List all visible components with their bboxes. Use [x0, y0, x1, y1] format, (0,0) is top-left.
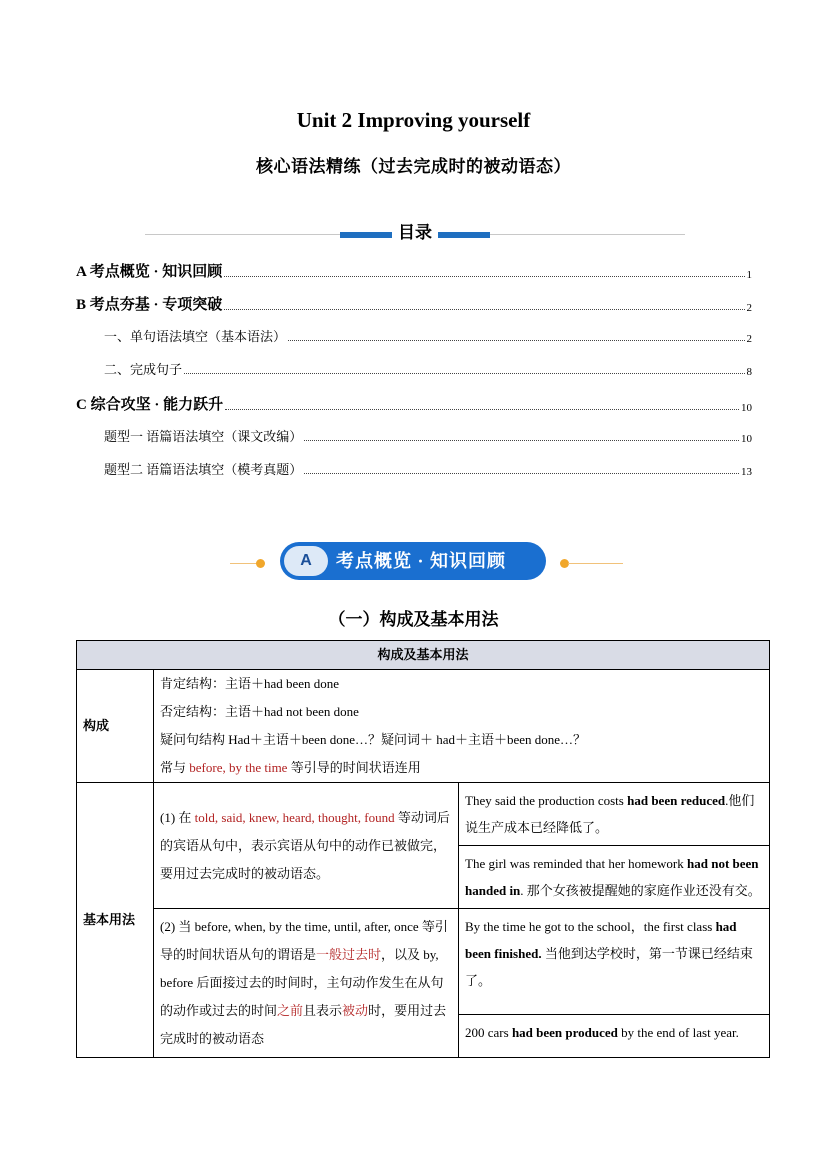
document-subtitle: 核心语法精练（过去完成时的被动语态）	[256, 157, 571, 176]
toc-leader-dots	[184, 372, 744, 374]
toc-leader-dots	[224, 308, 744, 310]
section-a-banner	[230, 540, 630, 584]
toc-heading-label: 目录	[398, 223, 432, 242]
toc-item[interactable]	[104, 459, 752, 478]
example-2	[459, 846, 770, 909]
example-4	[459, 1015, 770, 1058]
usage-label: 基本用法	[77, 783, 154, 1058]
toc-item-page: 10	[741, 402, 752, 414]
formation-usage-suffix: 等引导的时间状语连用	[287, 760, 421, 775]
rule2-part3: 且表示	[303, 1003, 343, 1018]
example-2-bold: had not been handed in	[465, 856, 759, 898]
toc-divider-left	[145, 234, 340, 235]
toc-item-page: 2	[746, 302, 752, 314]
toc-leader-dots	[225, 408, 739, 410]
rule2-highlight-2: 之前	[277, 1003, 304, 1018]
usage-rule-2	[154, 909, 459, 1058]
formation-negative: 否定结构：主语＋had not been done	[160, 704, 359, 719]
toc-leader-dots	[304, 472, 739, 474]
toc-leader-dots	[224, 275, 744, 277]
example-4-post: by the end of last year.	[617, 1025, 739, 1041]
formation-cell	[154, 670, 770, 783]
toc-leader-dots	[304, 439, 739, 441]
toc-item[interactable]	[76, 293, 752, 314]
formation-label: 构成	[77, 670, 154, 783]
toc-item-page: 2	[746, 333, 752, 345]
rule2-highlight-1: 一般过去时	[316, 947, 382, 962]
toc-item[interactable]	[104, 326, 752, 345]
example-3-bold: had been finished.	[465, 919, 737, 961]
section-title: （一）构成及基本用法	[328, 610, 499, 629]
toc-item-text: 题型一 语篇语法填空（课文改编）	[104, 429, 303, 444]
formation-affirmative: 肯定结构：主语＋had been done	[160, 676, 340, 691]
formation-usage	[160, 754, 763, 782]
banner-text: 考点概览 · 知识回顾	[336, 551, 507, 571]
grammar-table	[76, 640, 770, 1058]
toc-heading	[145, 218, 685, 248]
toc-item-text: 一、单句语法填空（基本语法）	[104, 329, 287, 344]
rule2-part4: 时，要用过去完成时的被动语态	[160, 1003, 447, 1046]
rule2-part2: ，以及 by, before 后面接过去的时间时，主句动作发生在从句的动作或过去的时间	[160, 947, 444, 1018]
toc-item[interactable]	[104, 359, 752, 378]
document-title: Unit 2 Improving yourself	[296, 108, 531, 132]
example-2-post: . 那个女孩被提醒她的家庭作业还没有交。	[520, 883, 761, 898]
banner-letter: A	[284, 546, 328, 576]
toc-item-text: 二、完成句子	[104, 362, 183, 377]
toc-item-text: 题型二 语篇语法填空（模考真题）	[104, 462, 303, 477]
rule2-part1: (2) 当 before, when, by the time, until, after, once 等引导的时间状语从句的谓语是	[160, 919, 448, 962]
toc-item-page: 8	[746, 366, 752, 378]
toc-item-page: 1	[746, 269, 752, 281]
toc-leader-dots	[288, 339, 744, 341]
table-header: 构成及基本用法	[77, 641, 770, 670]
example-1-bold: had been reduced	[627, 793, 726, 808]
rule2-highlight-3: 被动	[342, 1003, 369, 1018]
toc-item-text: B 考点夯基 · 专项突破	[76, 297, 223, 313]
rule1-prefix: (1) 在	[160, 809, 195, 825]
example-1-post: .他们说生产成本已经降低了。	[465, 793, 755, 835]
banner-line-right	[568, 563, 623, 564]
example-1	[459, 783, 770, 846]
example-3-post: 当他到达学校时，第一节课已经结束了。	[465, 946, 753, 988]
toc-item-page: 13	[741, 466, 752, 478]
toc-item[interactable]	[104, 426, 752, 445]
example-3-pre: By the time he got to the school，the first class	[465, 919, 716, 934]
toc-bar-left	[340, 232, 392, 238]
example-4-bold: had been produced	[511, 1025, 618, 1041]
formation-usage-highlight: before, by the time	[189, 760, 288, 775]
example-1-pre: They said the production costs	[465, 793, 628, 808]
formation-usage-prefix: 常与	[160, 760, 190, 775]
example-4-pre: 200 cars	[465, 1025, 512, 1041]
toc-item-text: C 综合攻坚 · 能力跃升	[76, 397, 224, 413]
formation-question: 疑问句结构 Had＋主语＋been done…？疑问词＋ had＋主语＋been done…？	[160, 732, 587, 747]
toc-bar-right	[438, 232, 490, 238]
toc-divider-right	[490, 234, 685, 235]
toc-item-text: A 考点概览 · 知识回顾	[76, 264, 223, 280]
toc-item[interactable]	[76, 393, 752, 414]
rule1-verbs: told, said, knew, heard, thought, found	[194, 809, 395, 825]
example-2-pre: The girl was reminded that her homework	[465, 856, 688, 871]
usage-rule-1	[154, 783, 459, 909]
toc-item-page: 10	[741, 433, 752, 445]
toc-item[interactable]	[76, 260, 752, 281]
banner-pill	[280, 542, 546, 580]
rule1-suffix: 等动词后的宾语从句中，表示宾语从句中的动作已被做完，要用过去完成时的被动语态。	[160, 809, 450, 881]
banner-dot-left	[256, 559, 265, 568]
example-3	[459, 909, 770, 1015]
